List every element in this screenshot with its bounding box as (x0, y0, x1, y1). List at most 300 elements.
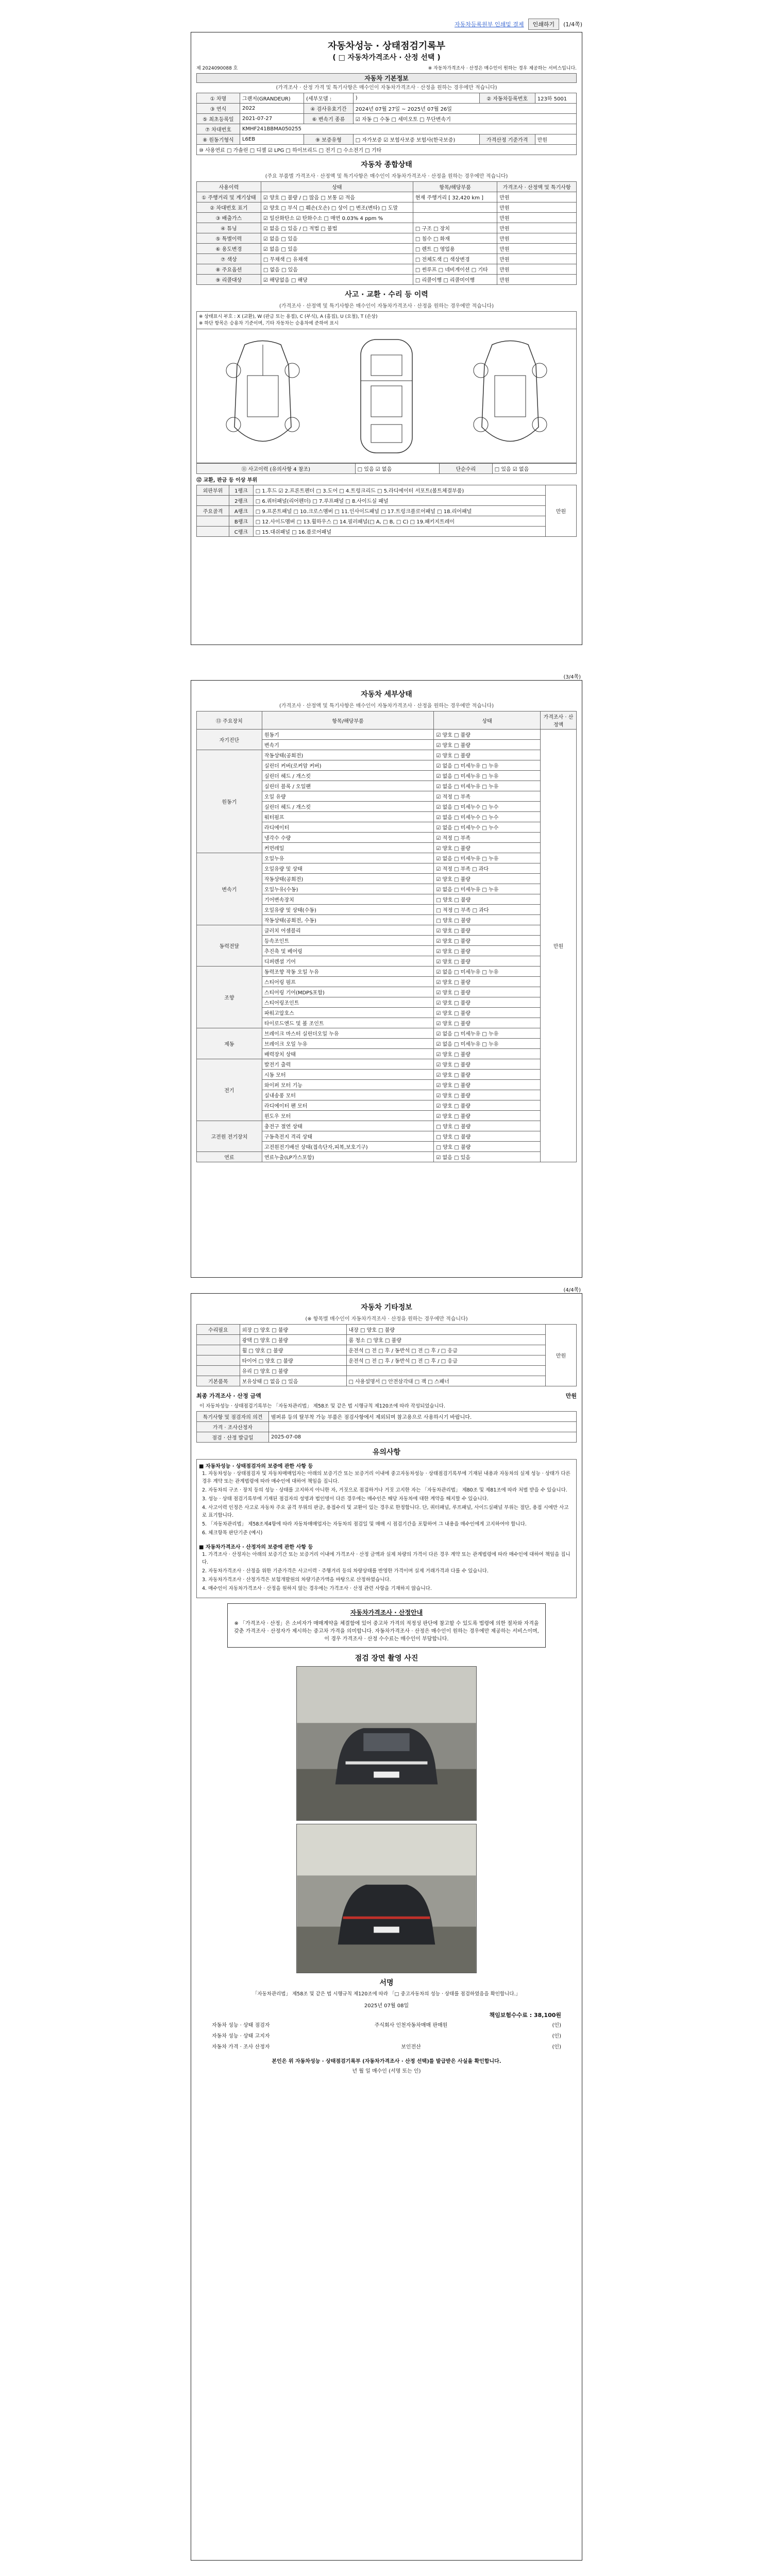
table-row (197, 750, 577, 760)
detail-item: 고전원전기배선 상태(접속단자,피복,보호기구) (262, 1142, 434, 1152)
detail-status: ☑ 없음 □ 미세누유 □ 누유 (434, 967, 541, 977)
page-2 (191, 674, 582, 1278)
cell: □ 자가보증 ☑ 보험사보증 보험사(한국보증) (353, 134, 479, 145)
cell: 123하 5001 (535, 93, 576, 104)
car-frame-diagram-icon (350, 334, 423, 458)
cell (197, 496, 229, 506)
detail-status: ☑ 없음 □ 미세누유 □ 누유 (434, 760, 541, 771)
detail-item: 실린더 헤드 / 개스킷 (262, 771, 434, 781)
detail-item: 클러치 어셈블리 (262, 925, 434, 936)
detail-item: 브레이크 오일 누유 (262, 1039, 434, 1049)
cell: ⑥ 용도변경 (197, 244, 261, 254)
table-row (197, 134, 577, 145)
cell: 타이어 □ 양호 □ 불량 (240, 1355, 346, 1366)
detail-group: 동력전달 (197, 925, 262, 967)
cell: 2024년 07월 27일 ~ 2025년 07월 26일 (353, 104, 576, 114)
detail-item: 변속기 (262, 740, 434, 750)
table-row (197, 506, 577, 516)
detail-item: 라디에이터 팬 모터 (262, 1100, 434, 1111)
detail-item: 실린더 커버(로커암 커버) (262, 760, 434, 771)
detail-group: 조향 (197, 967, 262, 1028)
detail-status: ☑ 없음 □ 미세누유 □ 누유 (434, 781, 541, 791)
sign-text: 「자동차관리법」 제58조 및 같은 법 시행규칙 제120조에 따라 「□ 중고자동차의 성능 · 상태를 점검하였음을 확인합니다.」 (252, 1991, 521, 1997)
detail-status: ☑ 적정 □ 부족 (434, 833, 541, 843)
cell: ☑ 양호 □ 부식 □ 훼손(오손) □ 상이 □ 변조(변타) □ 도말 (261, 202, 413, 213)
detail-item: 발전기 출력 (262, 1059, 434, 1070)
cell: ☑ 없음 □ 있음 (261, 244, 413, 254)
final-price-title: 최종 가격조사 · 산정 금액 (196, 1393, 261, 1399)
cell: □ 있음 ☑ 없음 (492, 464, 576, 474)
note-item: 6. 체크항목 판단기준 (예시) (202, 1530, 263, 1536)
cell: □ 사용설명서 □ 안전삼각대 □ 잭 □ 스패너 (346, 1376, 546, 1386)
footer-signature: 년 월 일 매수인 (서명 또는 인) (352, 2068, 421, 2074)
cell: □ 없음 □ 있음 (261, 264, 413, 275)
detail-status: □ 양호 □ 불량 (434, 894, 541, 905)
detail-status: ☑ 없음 □ 미세누유 □ 누유 (434, 1028, 541, 1039)
cell: B랭크 (229, 516, 254, 527)
detail-status: ☑ 없음 □ 미세누유 □ 누유 (434, 1039, 541, 1049)
note-item: 3. 자동차가격조사 · 산정가격은 보험개발원의 차량기준가액을 바탕으로 산정하였습니다. (202, 1577, 391, 1583)
cell: 만원 (497, 264, 577, 275)
table-header (197, 711, 577, 730)
price-cell: 만원 (541, 730, 577, 1162)
detail-item: 커먼레일 (262, 843, 434, 853)
detail-status: ☑ 양호 □ 불량 (434, 1049, 541, 1059)
cell: 특기사항 및 점검자의 의견 (197, 1412, 269, 1422)
col-header: 가격조사 · 산정액 (541, 711, 577, 730)
detail-status: ☑ 양호 □ 불량 (434, 1111, 541, 1121)
cell (413, 213, 497, 223)
table-row (197, 1366, 577, 1376)
detail-status: ☑ 적정 □ 부족 (434, 791, 541, 802)
accident-history-table (196, 463, 577, 474)
cell (346, 1366, 546, 1376)
frame-title: ⑫ 교환, 판금 등 이상 부위 (196, 478, 258, 484)
table-row (197, 1432, 577, 1443)
table-row (197, 527, 577, 537)
doc-notice: ※ 자동차가격조사 · 산정은 매수인이 원하는 경우 제공하는 서비스입니다. (428, 66, 577, 71)
detail-item: 라디에이터 (262, 822, 434, 833)
cell: 가격산정 기준가격 (479, 134, 535, 145)
sign-date: 2025년 07월 08일 (364, 2003, 409, 2009)
detail-status: □ 양호 □ 불량 (434, 915, 541, 925)
cell: ⑥ 변속기 종류 (304, 114, 354, 124)
detail-item: 오일누유 (262, 853, 434, 863)
cell: 2025-07-08 (269, 1432, 577, 1443)
cell: ☑ 자동 □ 수동 □ 세미오토 □ 무단변속기 (353, 114, 576, 124)
cell: ① 주행거리 및 계기상태 (197, 192, 261, 202)
cell: 유리 □ 양호 □ 불량 (240, 1366, 346, 1376)
table-row (197, 213, 577, 223)
cell: ④ 튜닝 (197, 223, 261, 233)
cell: 만원 (497, 233, 577, 244)
detail-status: ☑ 없음 □ 있음 (434, 1152, 541, 1162)
detail-item: 스티어링조인트 (262, 997, 434, 1008)
cell: ⑤ 최초등록일 (197, 114, 240, 124)
basic-info-table (196, 93, 577, 155)
cell: ⑤ 특별이력 (197, 233, 261, 244)
other-info-table (196, 1324, 577, 1386)
cell: ☑ 일산화탄소 ☑ 탄화수소 □ 매연 0.03% 4 ppm % (261, 213, 413, 223)
table-row: 수리필요 외장 □ 양호 □ 불량 내장 □ 양호 □ 불량 만원 (197, 1325, 577, 1335)
detail-table (196, 711, 577, 1162)
accident-sub: (가격조사 · 산정액 및 특기사항은 매수인이 자동차가격조사 · 산정을 원하는 경우에만 적습니다) (279, 303, 494, 309)
state-sub: (주요 부품별 가격조사 · 산정액 및 특기사항은 매수인이 자동차가격조사 · 산정을 원하는 경우에만 적습니다) (265, 174, 508, 179)
detail-group: 변속기 (197, 853, 262, 925)
note-item: 2. 자동차의 구조 · 장치 등의 성능 · 상태를 고지하지 아니한 자, 거짓으로 점검하거나 거짓 고지한 자는 「자동차관리법」 제80조 및 제81조에 따라 처벌 받을 수 있습니다. (202, 1487, 567, 1493)
table-row (197, 114, 577, 124)
cell (197, 1355, 240, 1366)
notes-title: 유의사항 (372, 1448, 401, 1457)
cell (413, 202, 497, 213)
table-row (197, 202, 577, 213)
detail-status: ☑ 양호 □ 불량 (434, 1070, 541, 1080)
detail-item: 연료누출(LP가스포함) (262, 1152, 434, 1162)
cell: ① 차명 (197, 93, 240, 104)
detail-group: 연료 (197, 1152, 262, 1162)
signer-seal: (인) (552, 2033, 561, 2039)
detail-status: ☑ 양호 □ 불량 (434, 730, 541, 740)
signer-seal: (인) (552, 2044, 561, 2050)
detail-item: 디퍼렌셜 기어 (262, 956, 434, 967)
cell: L6EB (240, 134, 304, 145)
cell: □ 렌트 □ 영업용 (413, 244, 497, 254)
table-row (197, 1376, 577, 1386)
cell: ⑪ 사고이력 (유의사항 4 참조) (197, 464, 356, 474)
note-item: 1. 자동차성능 · 상태점검자 및 자동차매매업자는 아래의 보증기간 또는 보증거리 이내에 중고자동차성능 · 상태점검기록부에 기재된 내용과 자동차의 실제 성능 · 상태가 다른 경우 계약 또는 관계법령에 따라 매수인에 대하여 책임을 집니다. (202, 1471, 570, 1484)
cell: ② 자동차등록번호 (479, 93, 535, 104)
detail-item: 워터펌프 (262, 812, 434, 822)
car-outer-diagram-icon (219, 334, 307, 458)
detail-status: □ 적정 □ 부족 □ 과다 (434, 905, 541, 915)
detail-item: 스티어링 기어(MDPS포함) (262, 987, 434, 997)
cell: 기본품목 (197, 1376, 240, 1386)
banner-body: ※ 「가격조사 · 산정」은 소비자가 매매계약을 체결함에 있어 중고차 가격의 적정성 판단에 참고할 수 있도록 법령에 의한 절차와 자격을 갖춘 가격조사 · 산정자가 제시하는 중고차 가격을 의미합니다. 자동차가격조사 · 산정은 매수인이 원하는 경우에만 제공하는 서비스이며, 이 경우 가격조사 · 산정 수수료는 매수인이 부담합니다. (234, 1620, 539, 1642)
page-3 (191, 1287, 582, 2561)
cell: ☑ 양호 □ 불량 / □ 많음 □ 보통 ☑ 적음 (261, 192, 413, 202)
fee-label: 책임보험수수료 : 38,100원 (489, 2011, 561, 2019)
detail-status: ☑ 양호 □ 불량 (434, 977, 541, 987)
table-row (197, 730, 577, 740)
cell (197, 1345, 240, 1355)
price-guide-banner (227, 1603, 546, 1648)
detail-status: □ 양호 □ 불량 (434, 1142, 541, 1152)
detail-title: 자동차 세부상태 (361, 690, 412, 699)
detail-item: 실린더 블록 / 오일팬 (262, 781, 434, 791)
cell: □ 구조 □ 장치 (413, 223, 497, 233)
banner-title: 자동차가격조사 · 산정안내 (350, 1608, 423, 1616)
cell: 만원 (497, 213, 577, 223)
detail-group: 고전원 전기장치 (197, 1121, 262, 1152)
cell: ⑨ 보증유형 (304, 134, 354, 145)
doc-subtitle: ( □ 자동차가격조사 · 산정 선택 ) (332, 54, 441, 62)
table-row (197, 1355, 577, 1366)
detail-item: 동력조향 작동 오일 누유 (262, 967, 434, 977)
detail-group: 자기진단 (197, 730, 262, 750)
detail-status: ☑ 양호 □ 불량 (434, 956, 541, 967)
accident-legend: ※ 상태표시 부호 : X (교환), W (판금 또는 용접), C (부식), A (흠집), U (요철), T (손상) (199, 314, 378, 319)
detail-status: ☑ 양호 □ 불량 (434, 874, 541, 884)
cell: 만원 (497, 254, 577, 264)
frame-table (196, 485, 577, 537)
col-header: 상태 (261, 182, 413, 192)
table-row (197, 1412, 577, 1422)
cell: 만원 (497, 202, 577, 213)
table-row (197, 104, 577, 114)
page-number-2: (3/4쪽) (563, 674, 581, 680)
cell: 외판부위 (197, 485, 229, 496)
cell: □ 12.사이드멤버 □ 13.휠하우스 □ 14.필러패널(□ A, □ B, □ C) □ 19.패키지트레이 (253, 516, 545, 527)
detail-item: 오일 유량 (262, 791, 434, 802)
cell: ③ 배출가스 (197, 213, 261, 223)
cell: ③ 연식 (197, 104, 240, 114)
signer-row (196, 2041, 577, 2052)
cell: 만원 (497, 275, 577, 285)
table-row (197, 1059, 577, 1070)
notes-b (199, 1550, 574, 1595)
cell (197, 1366, 240, 1376)
cell: 현재 주행거리 [ 32,420 km ] (413, 192, 497, 202)
cell: □ 있음 ☑ 없음 (355, 464, 439, 474)
cell: 만원 (535, 134, 576, 145)
detail-item: 등속조인트 (262, 936, 434, 946)
cell: ☑ 없음 □ 있음 (261, 233, 413, 244)
cell: 외장 □ 양호 □ 불량 (240, 1325, 346, 1335)
notes-a (199, 1469, 574, 1539)
cell (197, 516, 229, 527)
signer-name: 주식회사 인천자동차매매 판매원 (374, 2022, 448, 2028)
cell: ② 차대번호 표기 (197, 202, 261, 213)
cell: 범퍼류 등의 탈부착 가능 부품은 점검사항에서 제외되며 참고용으로 사용하시기 바랍니다. (269, 1412, 577, 1422)
detail-status: ☑ 없음 □ 미세누수 □ 누수 (434, 802, 541, 812)
cell: KMHF241BBMA050255 (240, 124, 576, 134)
cell: □ 9.프론트패널 □ 10.크로스멤버 □ 11.인사이드패널 □ 17.트렁크플로어패널 □ 18.리어패널 (253, 506, 545, 516)
detail-item: 윈도우 모터 (262, 1111, 434, 1121)
cell: (세부모델 : (304, 93, 354, 104)
fuel-row: ⑩ 사용연료 □ 가솔린 □ 디젤 ☑ LPG □ 하이브리드 □ 전기 □ 수소전기 □ 기타 (197, 145, 577, 155)
basic-info-title: 자동차 기본정보 (196, 73, 577, 83)
detail-item: 충전구 절연 상태 (262, 1121, 434, 1131)
detail-status: ☑ 양호 □ 불량 (434, 946, 541, 956)
detail-status: ☑ 없음 □ 미세누유 □ 누유 (434, 771, 541, 781)
detail-item: 오일유량 및 상태(수동) (262, 905, 434, 915)
signer-row (196, 2030, 577, 2041)
detail-status: ☑ 양호 □ 불량 (434, 936, 541, 946)
cell (197, 527, 229, 537)
signer-role: 자동차 성능 · 상태 점검자 (212, 2022, 270, 2028)
note-item: 4. 사고이력 인정은 사고로 자동차 주요 골격 부위의 판금, 용접수리 및 교환이 있는 경우로 한정합니다. 단, 쿼터패널, 루프패널, 사이드실패널 부위는 절단, 용접 시에만 사고로 표기합니다. (202, 1505, 569, 1518)
detail-status: □ 양호 □ 불량 (434, 1121, 541, 1131)
signer-role: 자동차 성능 · 상태 고지자 (212, 2033, 270, 2039)
cell: ⑨ 리콜대상 (197, 275, 261, 285)
car-side-diagram-icon (466, 334, 554, 458)
table-row (197, 967, 577, 977)
cell: 광택 □ 양호 □ 불량 (240, 1335, 346, 1345)
table-row (197, 1152, 577, 1162)
basic-info-sub: (가격조사 · 산정 가격 및 특기사항은 매수인이 자동차가격조사 · 산정을 원하는 경우에만 적습니다) (276, 85, 497, 91)
cell: 보유상태 □ 없음 □ 있음 (240, 1376, 346, 1386)
detail-status: ☑ 없음 □ 미세누수 □ 누수 (434, 822, 541, 833)
table-row (197, 254, 577, 264)
detail-status: □ 양호 □ 불량 (434, 1131, 541, 1142)
detail-item: 작동상태(공회전, 수동) (262, 915, 434, 925)
detail-item: 추진축 및 베어링 (262, 946, 434, 956)
sign-title: 서명 (379, 1978, 394, 1987)
table-row (197, 1345, 577, 1355)
footer-statement: 본인은 위 자동차성능 · 상태점검기록부 (자동차가격조사 · 산정 선택)를 발급받은 사실을 확인합니다. (272, 2058, 501, 2064)
table-row (197, 145, 577, 155)
cell: ) (353, 93, 479, 104)
cell: 가격 · 조사산정자 (197, 1422, 269, 1432)
cell: ⑦ 차대번호 (197, 124, 240, 134)
other-info-title: 자동차 기타정보 (361, 1303, 412, 1312)
cell: □ 침수 □ 화재 (413, 233, 497, 244)
table-row (197, 853, 577, 863)
signer-name: 보인전산 (401, 2044, 421, 2050)
detail-status: ☑ 양호 □ 불량 (434, 1059, 541, 1070)
cell: □ 1.후드 ☑ 2.프론트펜더 □ 3.도어 □ 4.트렁크리드 □ 5.라디에이터 서포트(볼트체결부품) (253, 485, 545, 496)
page-number-1: (1/4쪽) (563, 21, 582, 28)
cell: 만원 (497, 223, 577, 233)
signer-row (196, 2019, 577, 2030)
detail-status: ☑ 양호 □ 불량 (434, 740, 541, 750)
opinion-table (196, 1411, 577, 1443)
cell: □ 15.대쉬패널 □ 16.플로어패널 (253, 527, 545, 537)
table-row (197, 1121, 577, 1131)
cell: ☑ 없음 □ 있음 / □ 적법 □ 불법 (261, 223, 413, 233)
table-row (197, 1028, 577, 1039)
detail-status: ☑ 양호 □ 불량 (434, 987, 541, 997)
cell: 룸 청소 □ 양호 □ 불량 (346, 1335, 546, 1345)
table-row (197, 496, 577, 506)
doc-number: 제 2024090088 호 (196, 66, 238, 71)
cell: 주요골격 (197, 506, 229, 516)
cell: 만원 (497, 244, 577, 254)
detail-status: ☑ 양호 □ 불량 (434, 1100, 541, 1111)
cell: 2021-07-27 (240, 114, 304, 124)
print-button[interactable]: 인쇄하기 (528, 19, 560, 30)
cell: □ 무채색 □ 유채색 (261, 254, 413, 264)
page-1 (191, 32, 582, 645)
table-row (197, 192, 577, 202)
cell: ⑧ 주요옵션 (197, 264, 261, 275)
table-row: 외판부위 1랭크 □ 1.후드 ☑ 2.프론트펜더 □ 3.도어 □ 4.트렁크리드 □ 5.라디에이터 서포트(볼트체결부품) 만원 (197, 485, 577, 496)
cell: 1랭크 (229, 485, 254, 496)
col-header: 가격조사 · 산정액 및 특기사항 (497, 182, 577, 192)
col-header: 항목/해당부품 (262, 711, 434, 730)
note-item: 3. 성능 · 상태 점검기록부에 기재된 점검자의 성명과 법인명이 다른 경우에는 매수인은 해당 자동차에 대한 계약을 해지할 수 있습니다. (202, 1496, 489, 1502)
detail-item: 시동 모터 (262, 1070, 434, 1080)
cell: ☑ 해당없음 □ 해당 (261, 275, 413, 285)
detail-status: ☑ 양호 □ 불량 (434, 1080, 541, 1090)
top-bar (191, 19, 582, 30)
detail-group: 원동기 (197, 750, 262, 853)
table-row (197, 925, 577, 936)
detail-item: 실린더 헤드 / 개스킷 (262, 802, 434, 812)
table-row (197, 223, 577, 233)
detail-group: 전기 (197, 1059, 262, 1121)
table-row (197, 233, 577, 244)
detail-item: 작동상태(공회전) (262, 750, 434, 760)
cell: 점검 · 산정 발급일 (197, 1432, 269, 1443)
cell: 만원 (497, 192, 577, 202)
accident-title: 사고 · 교환 · 수리 등 이력 (345, 291, 428, 299)
cell: 운전석 □ 전 □ 후 / 동반석 □ 전 □ 후 / □ 응급 (346, 1355, 546, 1366)
registry-print-link[interactable]: 자동차등록원부 인쇄및 결제 (455, 21, 524, 28)
page-number-3: (4/4쪽) (563, 1287, 581, 1293)
state-title: 자동차 종합상태 (361, 161, 412, 169)
table-header (197, 182, 577, 192)
notes-b-title: ■ 자동차가격조사 · 산정자의 보증에 관한 사항 등 (199, 1545, 313, 1551)
cell: 그랜저(GRANDEUR) (240, 93, 304, 104)
detail-status: ☑ 양호 □ 불량 (434, 925, 541, 936)
cell: 2022 (240, 104, 304, 114)
detail-item: 파워고압호스 (262, 1008, 434, 1018)
doc-title: 자동차성능 · 상태점검기록부 (327, 41, 446, 52)
cell: C랭크 (229, 527, 254, 537)
detail-status: ☑ 양호 □ 불량 (434, 750, 541, 760)
cell: 휠 □ 양호 □ 불량 (240, 1345, 346, 1355)
detail-group: 제동 (197, 1028, 262, 1059)
state-table (196, 181, 577, 285)
cell: □ 전체도색 □ 색상변경 (413, 254, 497, 264)
detail-item: 작동상태(공회전) (262, 874, 434, 884)
note-item: 1. 가격조사 · 산정자는 아래의 보증기간 또는 보증거리 이내에 가격조사 · 산정 금액과 실제 차량의 가격이 다른 경우 계약 또는 관계법령에 따라 매수인에 대하여 책임을 집니다. (202, 1552, 570, 1565)
detail-status: ☑ 없음 □ 미세누유 □ 누유 (434, 853, 541, 863)
notes-a-title: ■ 자동차성능 · 상태점검자의 보증에 관한 사항 등 (199, 1464, 313, 1470)
table-row (197, 244, 577, 254)
detail-item: 스티어링 펌프 (262, 977, 434, 987)
detail-status: ☑ 양호 □ 불량 (434, 843, 541, 853)
detail-item: 와이퍼 모터 기능 (262, 1080, 434, 1090)
detail-item: 원동기 (262, 730, 434, 740)
signer-seal: (인) (552, 2022, 561, 2028)
detail-item: 오일유량 및 상태 (262, 863, 434, 874)
detail-status: ☑ 없음 □ 미세누수 □ 누수 (434, 812, 541, 822)
other-info-sub: (※ 항목별 매수인이 자동차가격조사 · 산정을 원하는 경우에만 적습니다) (305, 1316, 468, 1322)
table-row (197, 516, 577, 527)
col-header: ⑬ 주요장치 (197, 711, 262, 730)
front-car-photo (296, 1666, 477, 1821)
detail-item: 구동축전지 격리 상태 (262, 1131, 434, 1142)
table-row (197, 93, 577, 104)
note-item: 2. 자동차가격조사 · 산정을 위한 기준가격은 사고이력 · 주행거리 등의 차량상태를 반영한 가격이며 실제 거래가격과 다를 수 있습니다. (202, 1568, 489, 1574)
detail-item: 냉각수 수량 (262, 833, 434, 843)
detail-status: ☑ 적정 □ 부족 □ 과다 (434, 863, 541, 874)
cell: □ 6.쿼터패널(리어펜더) □ 7.루프패널 □ 8.사이드실 패널 (253, 496, 545, 506)
col-header: 항목/해당부품 (413, 182, 497, 192)
detail-item: 실내송풍 모터 (262, 1090, 434, 1100)
cell: ④ 검사유효기간 (304, 104, 354, 114)
detail-item: 타이로드엔드 및 볼 조인트 (262, 1018, 434, 1028)
note-item: 5. 「자동차관리법」 제58조제4항에 따라 자동차매매업자는 자동차의 점검일 및 매매 시 점검기간을 포함하여 그 내용을 매수인에게 고지하여야 합니다. (202, 1521, 527, 1527)
detail-item: 배력장치 상태 (262, 1049, 434, 1059)
col-header: 사용이력 (197, 182, 261, 192)
col-header: 상태 (434, 711, 541, 730)
note-item: 4. 매수인이 자동차가격조사 · 산정을 원하지 않는 경우에는 가격조사 · 산정 관련 사항을 기재하지 않습니다. (202, 1586, 432, 1592)
detail-status: ☑ 없음 □ 미세누유 □ 누유 (434, 884, 541, 894)
table-row (197, 1422, 577, 1432)
cell (197, 1335, 240, 1345)
cell: ⑦ 색상 (197, 254, 261, 264)
final-price-unit: 만원 (565, 1393, 577, 1399)
table-row (197, 275, 577, 285)
table-row (197, 464, 577, 474)
cell: 운전석 □ 전 □ 후 / 동반석 □ 전 □ 후 / □ 응급 (346, 1345, 546, 1355)
detail-sub: (가격조사 · 산정액 및 특기사항은 매수인이 자동차가격조사 · 산정을 원하는 경우에만 적습니다) (279, 703, 494, 709)
photo-title: 점검 장면 촬영 사진 (355, 1654, 418, 1663)
cell: 수리필요 (197, 1325, 240, 1335)
